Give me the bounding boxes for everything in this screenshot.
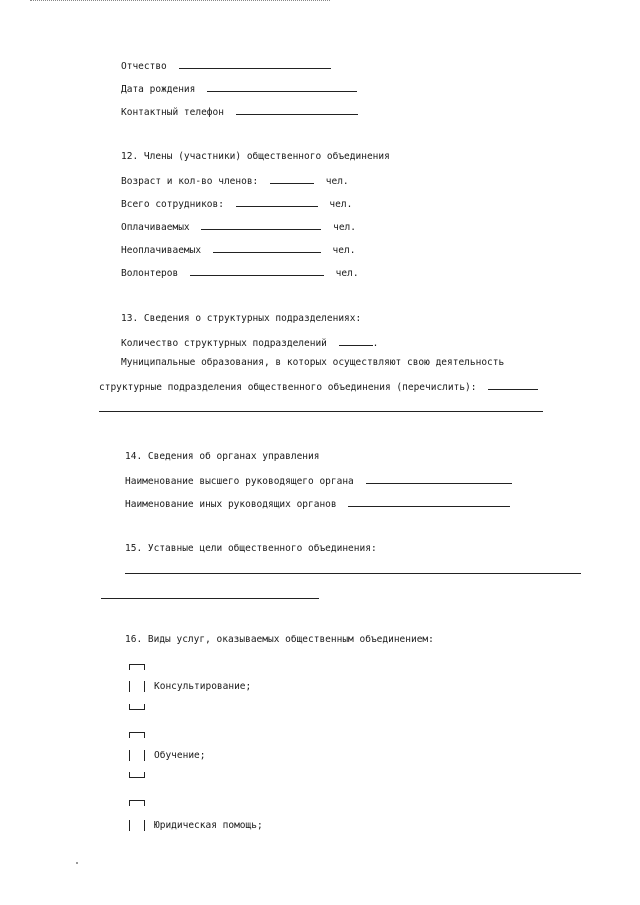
consulting-checkbox-top[interactable]: [129, 664, 145, 670]
page-top-edge: [30, 0, 330, 3]
service-consulting-label: Консультирование;: [154, 681, 252, 692]
municipal-field-2[interactable]: [99, 411, 543, 412]
structure-count-field[interactable]: [339, 336, 373, 346]
supreme-field[interactable]: [366, 474, 512, 484]
legal-checkbox[interactable]: [129, 820, 145, 831]
other-organs-label: Наименование иных руководящих органов: [125, 499, 337, 510]
total-staff-row: [121, 197, 352, 211]
structure-count-suffix: .: [372, 338, 379, 349]
phone-label: Контактный телефон: [121, 107, 224, 118]
goals-field-1[interactable]: [125, 573, 581, 574]
unpaid-row: [121, 243, 355, 257]
patronymic-row: [121, 59, 331, 73]
phone-field[interactable]: [236, 105, 358, 115]
age-count-label: Возраст и кол-во членов:: [121, 176, 259, 187]
volunteers-label: Волонтеров: [121, 268, 179, 279]
services-heading: 16. Виды услуг, оказываемых общественным объединением:: [125, 634, 434, 645]
unpaid-field[interactable]: [213, 243, 321, 253]
volunteers-field[interactable]: [190, 266, 324, 276]
goals-heading: 15. Уставные цели общественного объединения:: [125, 543, 377, 554]
paid-row: [121, 220, 356, 234]
phone-row: [121, 105, 358, 119]
training-checkbox-bottom[interactable]: [129, 772, 145, 778]
unpaid-unit: чел.: [332, 245, 356, 256]
consulting-checkbox-bottom[interactable]: [129, 704, 145, 710]
service-training-label: Обучение;: [154, 750, 206, 761]
other-organs-row: [125, 497, 510, 511]
age-count-field[interactable]: [270, 174, 314, 184]
governance-heading: 14. Сведения об органах управления: [125, 451, 320, 462]
consulting-checkbox[interactable]: [129, 681, 145, 692]
total-staff-field[interactable]: [236, 197, 318, 207]
birthdate-label: Дата рождения: [121, 84, 196, 95]
birthdate-row: [121, 82, 357, 96]
scan-speck: [76, 862, 78, 864]
municipal-line-2: структурные подразделения общественного объединения (перечислить):: [99, 382, 477, 393]
other-organs-field[interactable]: [348, 497, 510, 507]
patronymic-field[interactable]: [179, 59, 331, 69]
age-count-unit: чел.: [325, 176, 349, 187]
paid-field[interactable]: [201, 220, 321, 230]
unpaid-label: Неоплачиваемых: [121, 245, 202, 256]
goals-field-2[interactable]: [101, 598, 319, 599]
service-legal-label: Юридическая помощь;: [154, 820, 263, 831]
paid-label: Оплачиваемых: [121, 222, 190, 233]
structure-heading: 13. Сведения о структурных подразделениях:: [121, 313, 362, 324]
municipal-field-1[interactable]: [488, 380, 538, 390]
age-count-row: [121, 174, 349, 188]
municipal-line-2-row: [99, 380, 538, 394]
members-heading: 12. Члены (участники) общественного объединения: [121, 151, 390, 162]
training-checkbox-top[interactable]: [129, 732, 145, 738]
supreme-label: Наименование высшего руководящего органа: [125, 476, 354, 487]
structure-count-row: [121, 336, 378, 350]
supreme-row: [125, 474, 512, 488]
total-staff-unit: чел.: [329, 199, 353, 210]
municipal-line-1: Муниципальные образования, в которых осуществляют свою деятельность: [121, 357, 505, 368]
volunteers-unit: чел.: [335, 268, 359, 279]
structure-count-label: Количество структурных подразделений: [121, 338, 327, 349]
legal-checkbox-top[interactable]: [129, 800, 145, 806]
birthdate-field[interactable]: [207, 82, 357, 92]
total-staff-label: Всего сотрудников:: [121, 199, 224, 210]
volunteers-row: [121, 266, 359, 280]
training-checkbox[interactable]: [129, 750, 145, 761]
paid-unit: чел.: [333, 222, 356, 233]
patronymic-label: Отчество: [121, 61, 167, 72]
